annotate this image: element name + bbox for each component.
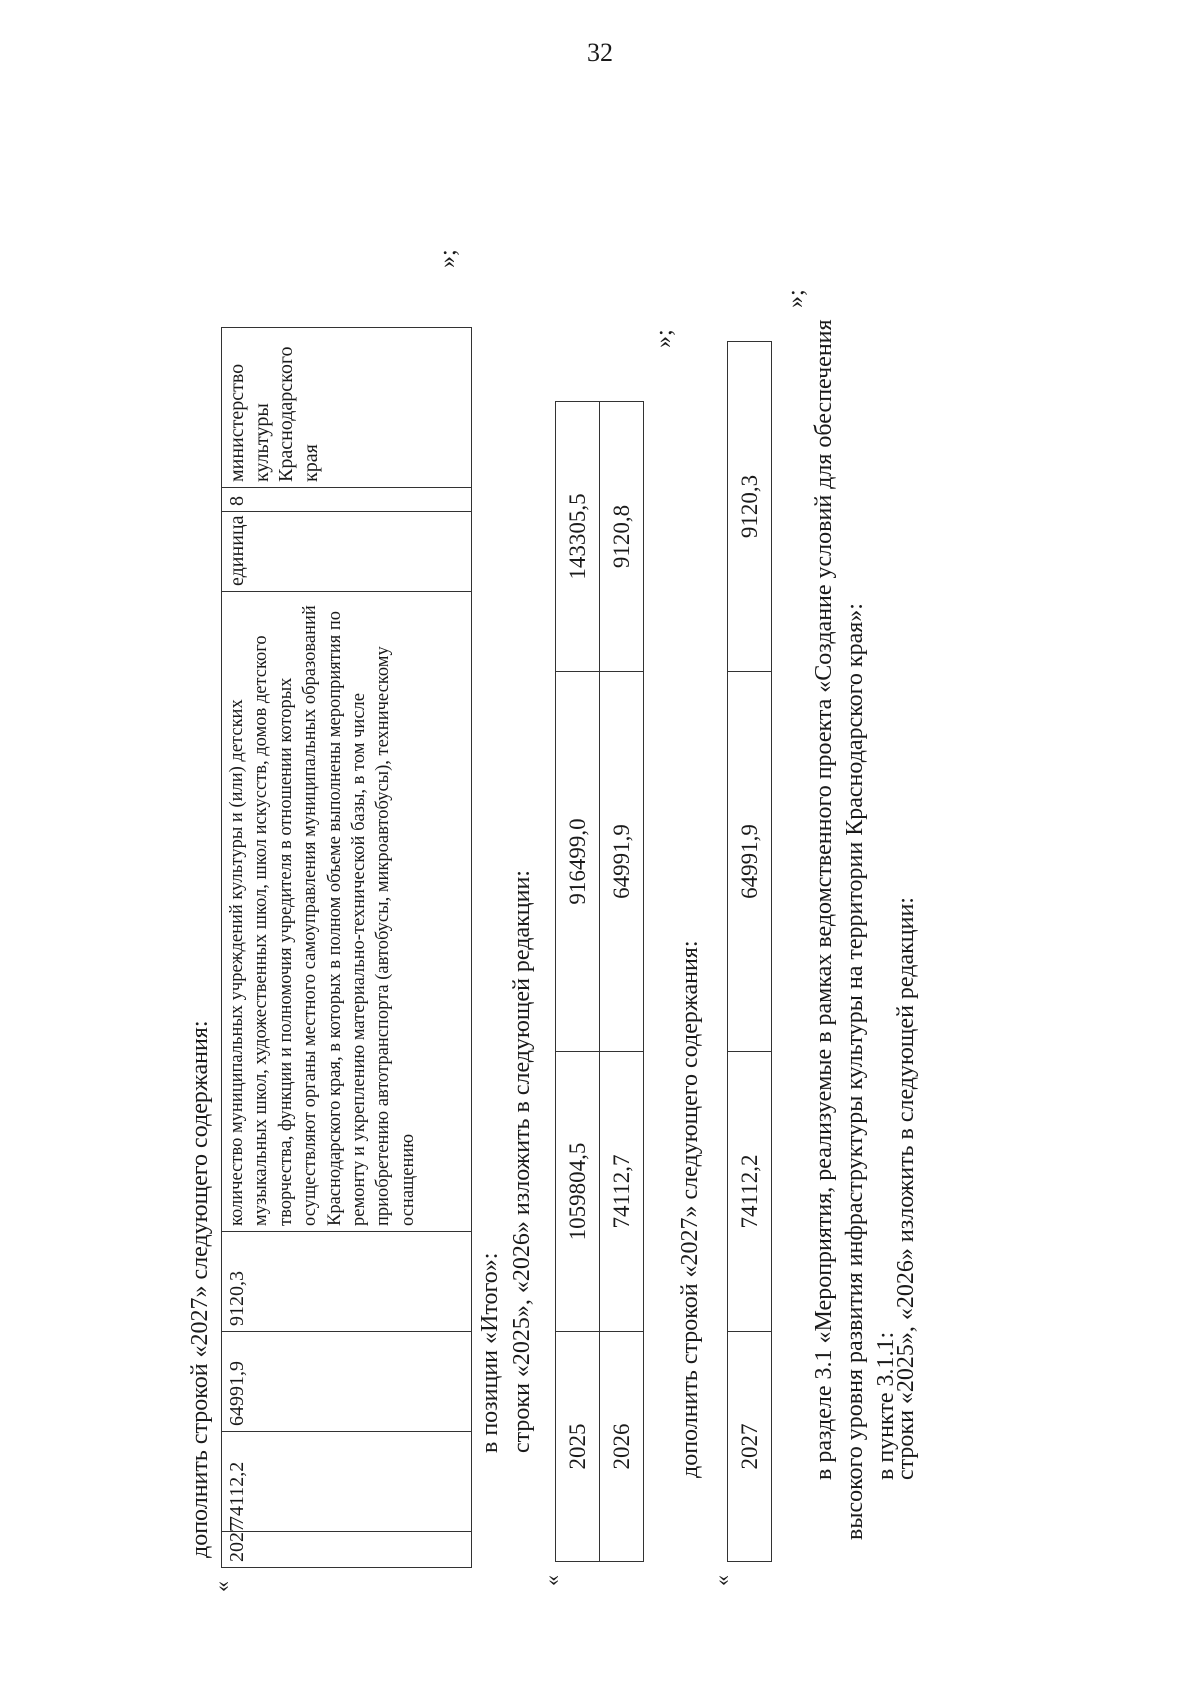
itogo-heading: в позиции «Итого»:: [477, 1252, 503, 1453]
cell-v2: 64991,9: [728, 672, 772, 1052]
rotated-content: [185, 38, 925, 1598]
page-number: 32: [587, 38, 613, 67]
cell-year: 2026: [600, 1332, 644, 1562]
section-text-4: строки «2025», «2026» изложить в следующей редакции:: [893, 897, 919, 1480]
quote-close-2: »;: [651, 329, 677, 348]
section-text-1: в разделе 3.1 «Мероприятия, реализуемые в рамках ведомственного проекта «Создание условий для обеспечения: [811, 319, 837, 1480]
table-itogo-2025-2026: [555, 401, 644, 1562]
cell-value1: 74112,2: [222, 1432, 472, 1532]
cell-v3: 9120,8: [600, 402, 644, 672]
quote-open-2: «: [539, 1575, 564, 1586]
table-2027: [727, 341, 772, 1562]
intro-text: дополнить строкой «2027» следующего содержания:: [187, 1020, 213, 1558]
table-row: [556, 402, 600, 1562]
cell-v1: 74112,2: [728, 1052, 772, 1332]
cell-value2: 64991,9: [222, 1332, 472, 1432]
cell-value3: 9120,3: [222, 1232, 472, 1332]
cell-unit: единица: [222, 512, 472, 592]
section-text-2: высокого уровня развития инфраструктуры культуры на территории Краснодарского края»:: [842, 603, 868, 1540]
quote-close-3: »;: [783, 289, 809, 308]
quote-close-1: »;: [435, 249, 461, 268]
cell-v2: 64991,9: [600, 672, 644, 1052]
section-text-3: в пункте 3.1.1:: [873, 1331, 899, 1480]
cell-v3: 143305,5: [556, 402, 600, 672]
add-2027-text: дополнить строкой «2027» следующего содержания:: [677, 940, 703, 1478]
cell-v1: 1059804,5: [556, 1052, 600, 1332]
cell-year: 2027: [222, 1532, 472, 1568]
table-row: [600, 402, 644, 1562]
itogo-instruction: строки «2025», «2026» изложить в следующей редакции:: [509, 870, 535, 1453]
cell-indicator: количество муниципальных учреждений культуры и (или) детских музыкальных школ, художественных школ, школ искусств, домов детского творчества, функции и полномочия учредителя в отношении которых осуществляют органы местного самоуправления муниципальных образований Краснодарского края, в которых в полном объеме выполнены мероприятия по ремонту и укреплению материально-технической базы, в том числе приобретению автотранспорта (автобусы, микроавтобусы), техническому оснащению: [222, 592, 472, 1232]
cell-v1: 74112,7: [600, 1052, 644, 1332]
cell-year: 2025: [556, 1332, 600, 1562]
cell-v3: 9120,3: [728, 342, 772, 672]
quote-open-3: «: [709, 1575, 734, 1586]
cell-year: 2027: [728, 1332, 772, 1562]
cell-v2: 916499,0: [556, 672, 600, 1052]
cell-count: 8: [222, 488, 472, 512]
table-row: [728, 342, 772, 1562]
table-2027-detail: [221, 327, 472, 1568]
quote-open-1: «: [209, 1581, 234, 1592]
cell-executor: министерство культуры Краснодарского края: [222, 328, 472, 488]
